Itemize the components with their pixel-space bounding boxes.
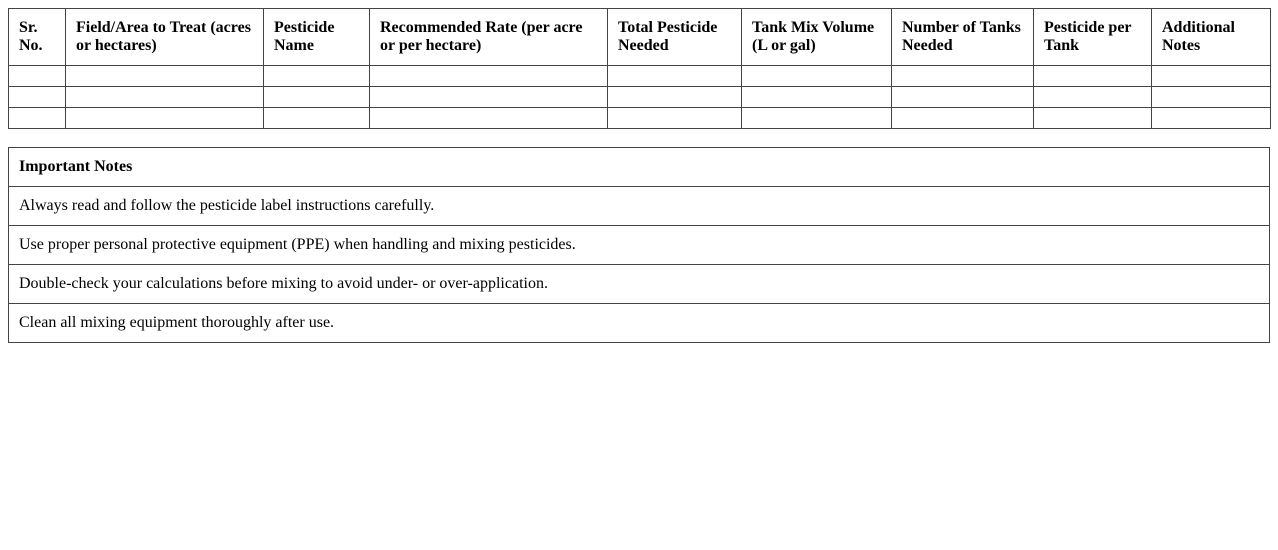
table-header-row	[9, 9, 1271, 66]
cell-sr-no[interactable]	[9, 87, 66, 108]
cell-recommended-rate[interactable]	[370, 66, 608, 87]
column-header-pesticide-name: Pesticide Name	[264, 9, 370, 66]
cell-field-area[interactable]	[66, 87, 264, 108]
cell-total-pesticide[interactable]	[608, 108, 742, 129]
cell-field-area[interactable]	[66, 108, 264, 129]
column-header-total-pesticide: Total Pesticide Needed	[608, 9, 742, 66]
table-row	[9, 108, 1271, 129]
notes-title: Important Notes	[9, 148, 1270, 187]
column-header-number-of-tanks: Number of Tanks Needed	[892, 9, 1034, 66]
note-item	[9, 226, 1270, 265]
cell-additional-notes[interactable]	[1152, 87, 1271, 108]
table-row	[9, 66, 1271, 87]
cell-total-pesticide[interactable]	[608, 66, 742, 87]
cell-pesticide-per-tank[interactable]	[1034, 108, 1152, 129]
cell-total-pesticide[interactable]	[608, 87, 742, 108]
table-row	[9, 87, 1271, 108]
cell-sr-no[interactable]	[9, 108, 66, 129]
cell-pesticide-name[interactable]	[264, 87, 370, 108]
column-header-additional-notes: Additional Notes	[1152, 9, 1271, 66]
note-text: Double-check your calculations before mixing to avoid under- or over-application.	[9, 265, 1270, 304]
note-text: Use proper personal protective equipment (PPE) when handling and mixing pesticides.	[9, 226, 1270, 265]
column-header-sr-no: Sr. No.	[9, 9, 66, 66]
note-item	[9, 304, 1270, 343]
cell-recommended-rate[interactable]	[370, 87, 608, 108]
note-item	[9, 265, 1270, 304]
cell-additional-notes[interactable]	[1152, 108, 1271, 129]
note-item	[9, 187, 1270, 226]
cell-tank-mix-volume[interactable]	[742, 66, 892, 87]
column-header-recommended-rate: Recommended Rate (per acre or per hectare)	[370, 9, 608, 66]
cell-tank-mix-volume[interactable]	[742, 108, 892, 129]
pesticide-calculation-table	[8, 8, 1271, 129]
cell-sr-no[interactable]	[9, 66, 66, 87]
cell-number-of-tanks[interactable]	[892, 108, 1034, 129]
cell-pesticide-per-tank[interactable]	[1034, 66, 1152, 87]
cell-number-of-tanks[interactable]	[892, 66, 1034, 87]
column-header-pesticide-per-tank: Pesticide per Tank	[1034, 9, 1152, 66]
cell-field-area[interactable]	[66, 66, 264, 87]
column-header-tank-mix-volume: Tank Mix Volume (L or gal)	[742, 9, 892, 66]
notes-title-row	[9, 148, 1270, 187]
cell-additional-notes[interactable]	[1152, 66, 1271, 87]
cell-recommended-rate[interactable]	[370, 108, 608, 129]
note-text: Always read and follow the pesticide label instructions carefully.	[9, 187, 1270, 226]
cell-pesticide-name[interactable]	[264, 108, 370, 129]
cell-number-of-tanks[interactable]	[892, 87, 1034, 108]
column-header-field-area: Field/Area to Treat (acres or hectares)	[66, 9, 264, 66]
important-notes-section	[8, 147, 1270, 343]
cell-pesticide-name[interactable]	[264, 66, 370, 87]
cell-pesticide-per-tank[interactable]	[1034, 87, 1152, 108]
note-text: Clean all mixing equipment thoroughly after use.	[9, 304, 1270, 343]
cell-tank-mix-volume[interactable]	[742, 87, 892, 108]
